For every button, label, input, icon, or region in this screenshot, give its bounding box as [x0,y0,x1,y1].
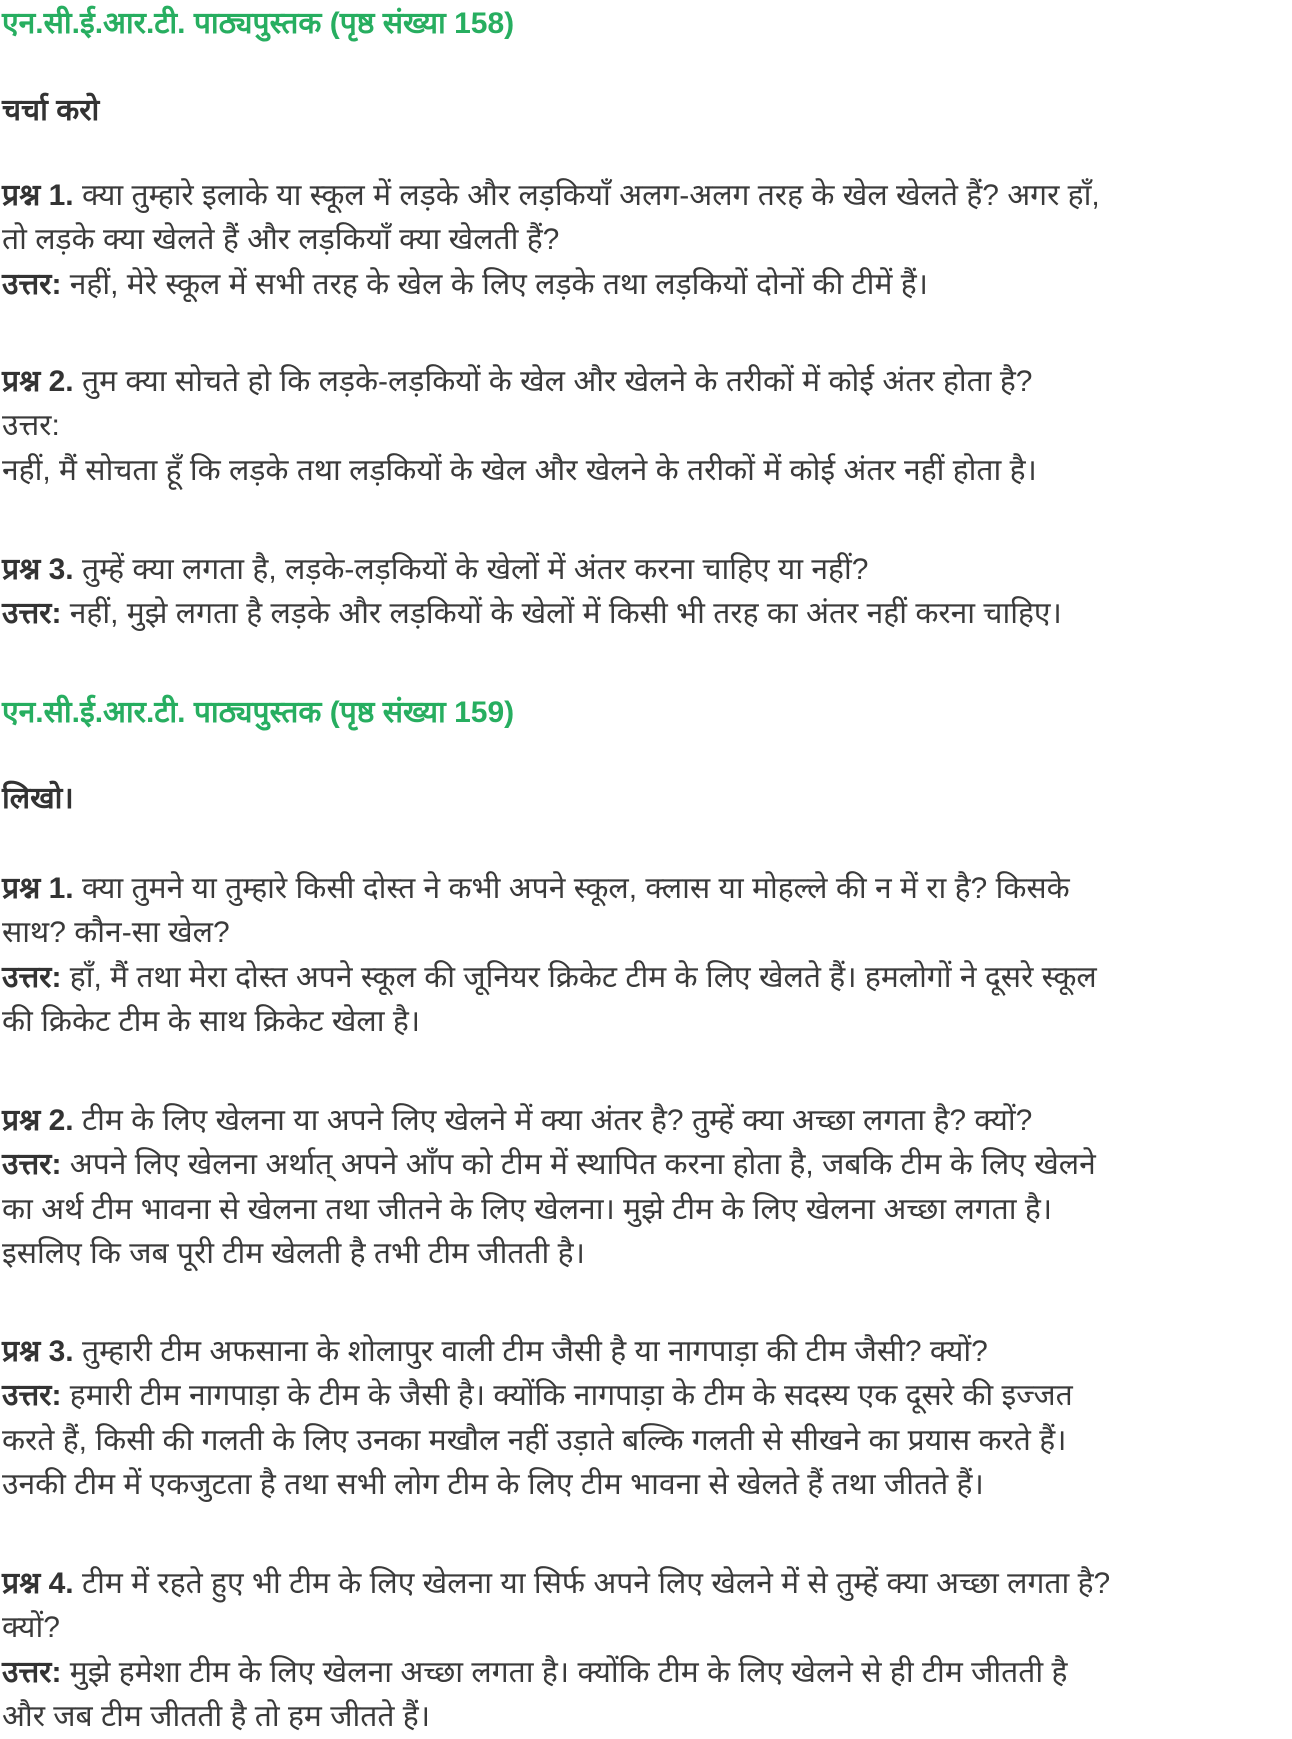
answer-text: का अर्थ टीम भावना से खेलना तथा जीतने के लिए खेलना। मुझे टीम के लिए खेलना अच्छा लगता है। [2,1192,1053,1226]
qa-block [2,174,1292,307]
answer-line [2,404,1292,448]
question-label: प्रश्न 3. [2,1335,74,1368]
question-label: प्रश्न 2. [2,365,74,398]
answer-text: उनकी टीम में एकजुटता है तथा सभी लोग टीम के लिए टीम भावना से खेलते हैं तथा जीतते हैं। [2,1467,984,1501]
answer-text: नहीं, मैं सोचता हूँ कि लड़के तथा लड़कियों के खेल और खेलने के तरीकों में कोई अंतर नहीं होता है। [2,453,1037,487]
question-line [2,1099,1292,1143]
answer-line [2,263,1292,307]
question-text: क्या तुम्हारे इलाके या स्कूल में लड़के और लड़कियाँ अलग-अलग तरह के खेल खेलते हैं? अगर हाँ, [81,179,1100,212]
answer-text: नहीं, मुझे लगता है लड़के और लड़कियों के खेलों में किसी भी तरह का अंतर नहीं करना चाहिए। [69,597,1062,631]
answer-line [2,956,1292,1000]
answer-text: हाँ, मैं तथा मेरा दोस्त अपने स्कूल की जूनियर क्रिकेट टीम के लिए खेलते हैं। हमलोगों ने दूसरे स्कूल [69,960,1097,994]
answer-line [2,1695,1292,1739]
qa-block [2,1562,1292,1739]
qa-block [2,867,1292,1044]
answer-line [2,1232,1292,1276]
question-label: प्रश्न 2. [2,1104,74,1137]
answer-line [2,1419,1292,1463]
question-line [2,911,1292,955]
answer-line [2,1374,1292,1418]
qa-block [2,548,1292,637]
section-subheading: लिखो। [2,782,74,815]
question-text: साथ? कौन-सा खेल? [2,916,230,950]
answer-text: और जब टीम जीतती है तो हम जीतते हैं। [2,1699,431,1733]
section-subheading: चर्चा करो [2,94,100,127]
question-line [2,174,1292,218]
answer-text: करते हैं, किसी की गलती के लिए उनका मखौल नहीं उड़ाते बल्कि गलती से सीखने का प्रयास करते हैं। [2,1423,1067,1457]
answer-label: उत्तर: [2,267,62,301]
question-label: प्रश्न 1. [2,872,74,905]
answer-label: उत्तर: [2,960,62,994]
question-label: प्रश्न 1. [2,179,74,212]
answer-text: नहीं, मेरे स्कूल में सभी तरह के खेल के लिए लड़के तथा लड़कियों दोनों की टीमें हैं। [69,267,929,301]
question-line [2,218,1292,262]
answer-text: इसलिए कि जब पूरी टीम खेलती है तभी टीम जीतती है। [2,1236,585,1270]
question-text: तो लड़के क्या खेलते हैं और लड़कियाँ क्या खेलती हैं? [2,223,560,257]
answer-label: उत्तर: [2,1148,62,1182]
question-line [2,1562,1292,1606]
question-text: तुम्हारी टीम अफसाना के शोलापुर वाली टीम जैसी है या नागपाड़ा की टीम जैसी? क्यों? [81,1335,988,1368]
answer-line [2,592,1292,636]
section-title: एन.सी.ई.आर.टी. पाठ्यपुस्तक (पृष्ठ संख्या 159) [2,696,515,729]
question-text: तुम्हें क्या लगता है, लड़के-लड़कियों के खेलों में अंतर करना चाहिए या नहीं? [81,553,869,586]
answer-line [2,1651,1292,1695]
question-label: प्रश्न 3. [2,553,74,586]
question-line [2,1606,1292,1650]
answer-line [2,1463,1292,1507]
question-text: टीम में रहते हुए भी टीम के लिए खेलना या सिर्फ अपने लिए खेलने में से तुम्हें क्या अच्छा लगता है? [81,1567,1111,1600]
qa-block [2,1099,1292,1276]
qa-block [2,1330,1292,1507]
section-title: एन.सी.ई.आर.टी. पाठ्यपुस्तक (पृष्ठ संख्या 158) [2,7,515,40]
answer-label: उत्तर: [2,597,62,631]
question-line [2,548,1292,592]
answer-text: मुझे हमेशा टीम के लिए खेलना अच्छा लगता है। क्योंकि टीम के लिए खेलने से ही टीम जीतती है [69,1655,1068,1689]
question-line [2,867,1292,911]
answer-label: उत्तर: [2,1379,62,1413]
answer-line [2,1000,1292,1044]
answer-text: हमारी टीम नागपाड़ा के टीम के जैसी है। क्योंकि नागपाड़ा के टीम के सदस्य एक दूसरे की इज्जत [69,1379,1073,1413]
question-line [2,1330,1292,1374]
answer-label: उत्तर: [2,1655,62,1689]
answer-text: की क्रिकेट टीम के साथ क्रिकेट खेला है। [2,1004,421,1038]
question-text: क्यों? [2,1611,60,1645]
answer-label: उत्तर: [2,409,60,443]
question-line [2,360,1292,404]
answer-line [2,1143,1292,1187]
answer-line [2,1188,1292,1232]
question-label: प्रश्न 4. [2,1567,74,1600]
answer-text: अपने लिए खेलना अर्थात् अपने आँप को टीम में स्थापित करना होता है, जबकि टीम के लिए खेलने [69,1148,1096,1182]
qa-block [2,360,1292,493]
question-text: तुम क्या सोचते हो कि लड़के-लड़कियों के खेल और खेलने के तरीकों में कोई अंतर होता है? [81,365,1033,398]
question-text: टीम के लिए खेलना या अपने लिए खेलने में क्या अंतर है? तुम्हें क्या अच्छा लगता है? क्यों? [81,1104,1033,1137]
answer-line [2,449,1292,493]
question-text: क्या तुमने या तुम्हारे किसी दोस्त ने कभी अपने स्कूल, क्लास या मोहल्ले की न में रा है? किसके [81,872,1070,905]
